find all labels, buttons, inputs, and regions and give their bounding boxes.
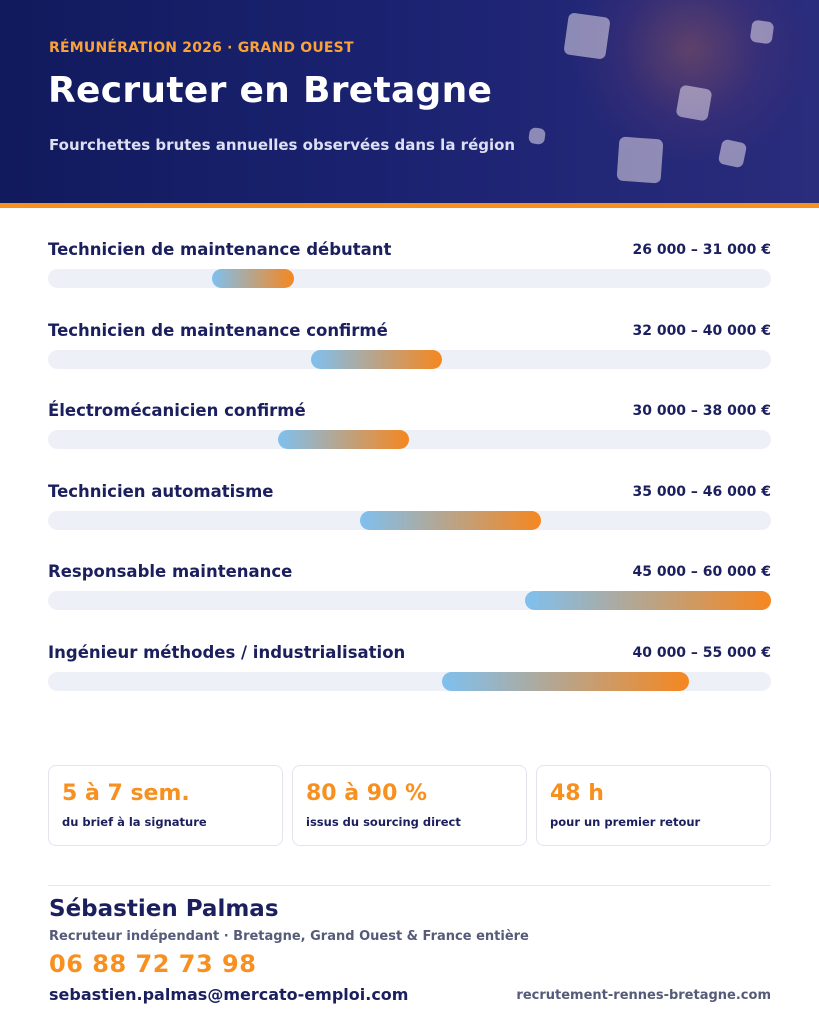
salary-range: 45 000 – 60 000 € bbox=[632, 564, 771, 580]
salary-row bbox=[48, 482, 771, 563]
header-eyebrow: RÉMUNÉRATION 2026 · GRAND OUEST bbox=[49, 40, 354, 56]
salary-row bbox=[48, 562, 771, 643]
header-banner bbox=[0, 0, 819, 203]
footer-divider bbox=[48, 885, 771, 886]
stat-card bbox=[48, 765, 283, 846]
range-fill bbox=[442, 672, 688, 691]
contact-email-link[interactable]: sebastien.palmas@mercato-emploi.com bbox=[49, 985, 409, 1004]
range-fill bbox=[278, 430, 409, 449]
job-title: Électromécanicien confirmé bbox=[48, 401, 306, 420]
page-title: Recruter en Bretagne bbox=[48, 70, 493, 111]
page-subtitle: Fourchettes brutes annuelles observées dans la région bbox=[49, 136, 516, 154]
salary-range: 35 000 – 46 000 € bbox=[632, 483, 771, 500]
decorative-square bbox=[617, 137, 664, 184]
range-fill bbox=[360, 511, 541, 530]
decorative-square bbox=[750, 20, 775, 45]
salary-range-list bbox=[48, 240, 771, 723]
range-track bbox=[48, 350, 771, 369]
stat-value: 5 à 7 sem. bbox=[62, 781, 190, 806]
salary-range: 26 000 – 31 000 € bbox=[632, 242, 771, 258]
salary-row bbox=[48, 321, 771, 402]
range-track bbox=[48, 591, 771, 610]
salary-range: 30 000 – 38 000 € bbox=[632, 403, 771, 419]
decorative-square bbox=[563, 12, 610, 59]
salary-row bbox=[48, 643, 771, 724]
header-accent-stripe bbox=[0, 203, 819, 208]
stat-value: 48 h bbox=[550, 781, 604, 806]
range-fill bbox=[525, 591, 771, 610]
range-fill bbox=[212, 269, 294, 288]
website-link[interactable]: recrutement-rennes-bretagne.com bbox=[516, 988, 771, 1003]
stat-caption: du brief à la signature bbox=[62, 815, 207, 829]
job-title: Technicien de maintenance débutant bbox=[48, 240, 392, 259]
stat-card bbox=[536, 765, 771, 846]
range-fill bbox=[311, 350, 442, 369]
contact-role: Recruteur indépendant · Bretagne, Grand Ouest & France entière bbox=[49, 929, 529, 944]
decorative-square bbox=[528, 127, 546, 145]
stat-card bbox=[292, 765, 527, 846]
decorative-square bbox=[718, 139, 748, 169]
salary-row bbox=[48, 401, 771, 482]
job-title: Technicien de maintenance confirmé bbox=[48, 320, 388, 340]
salary-range: 32 000 – 40 000 € bbox=[632, 322, 771, 339]
stat-caption: issus du sourcing direct bbox=[306, 815, 461, 829]
job-title: Ingénieur méthodes / industrialisation bbox=[48, 642, 406, 662]
range-track bbox=[48, 672, 771, 691]
salary-row bbox=[48, 240, 771, 321]
decorative-square bbox=[675, 84, 712, 121]
key-figures bbox=[48, 765, 771, 846]
contact-phone-link[interactable]: 06 88 72 73 98 bbox=[49, 950, 257, 978]
contact-name: Sébastien Palmas bbox=[49, 896, 279, 922]
stat-value: 80 à 90 % bbox=[306, 781, 428, 806]
job-title: Technicien automatisme bbox=[48, 481, 274, 501]
range-track bbox=[48, 511, 771, 530]
stat-caption: pour un premier retour bbox=[550, 815, 701, 829]
job-title: Responsable maintenance bbox=[48, 562, 293, 581]
salary-range: 40 000 – 55 000 € bbox=[632, 644, 771, 661]
range-track bbox=[48, 269, 771, 288]
range-track bbox=[48, 430, 771, 449]
